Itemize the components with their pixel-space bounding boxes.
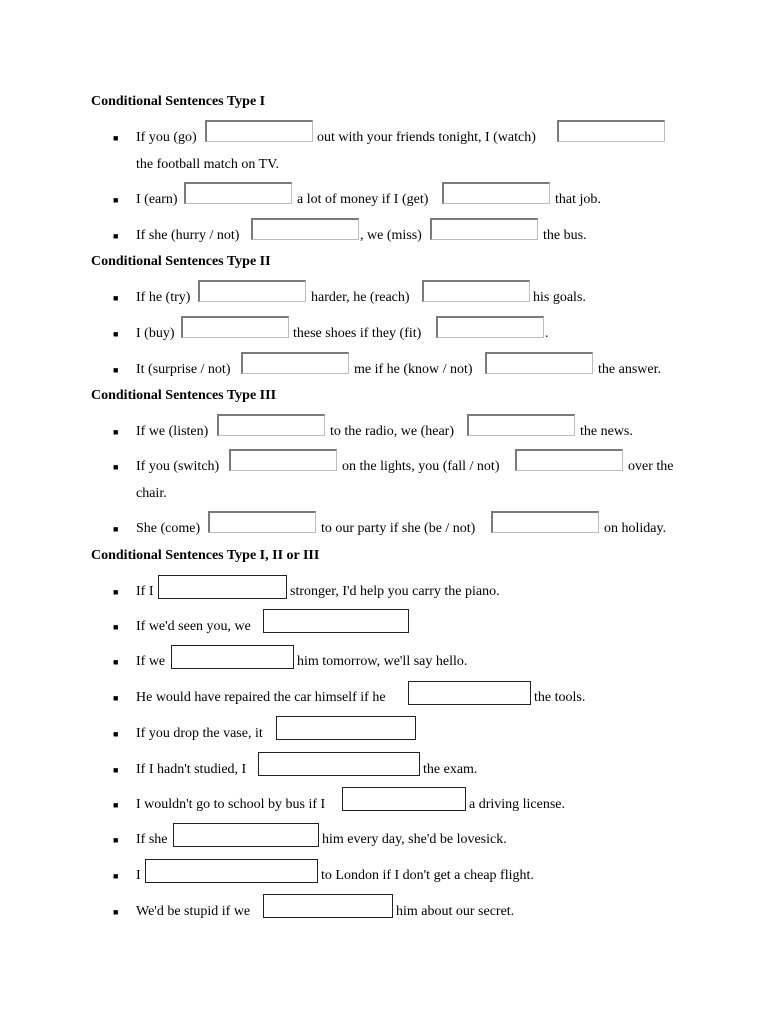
section-heading: Conditional Sentences Type III <box>91 388 277 403</box>
answer-input[interactable] <box>198 280 306 302</box>
sentence-text: on the lights, you (fall / not) <box>342 459 500 474</box>
bullet-icon: ■ <box>113 835 119 845</box>
sentence-text: his goals. <box>533 290 586 305</box>
sentence-text: a lot of money if I (get) <box>297 192 429 207</box>
answer-input[interactable] <box>263 609 409 633</box>
answer-input[interactable] <box>263 894 393 918</box>
answer-input[interactable] <box>241 352 349 374</box>
sentence-text: We'd be stupid if we <box>136 904 251 919</box>
bullet-icon: ■ <box>113 587 119 597</box>
sentence-text: If you drop the vase, it <box>136 726 263 741</box>
sentence-text: It (surprise / not) <box>136 362 231 377</box>
bullet-icon: ■ <box>113 195 119 205</box>
answer-input[interactable] <box>557 120 665 142</box>
bullet-icon: ■ <box>113 462 119 472</box>
answer-input[interactable] <box>342 787 466 811</box>
bullet-icon: ■ <box>113 524 119 534</box>
sentence-text: If she (hurry / not) <box>136 228 240 243</box>
sentence-text: If she <box>136 832 168 847</box>
bullet-icon: ■ <box>113 657 119 667</box>
sentence-text: If I <box>136 584 154 599</box>
sentence-text: him tomorrow, we'll say hello. <box>297 654 468 669</box>
sentence-text: If I hadn't studied, I <box>136 762 247 777</box>
sentence-text: If we'd seen you, we <box>136 619 251 634</box>
bullet-icon: ■ <box>113 871 119 881</box>
answer-input[interactable] <box>436 316 544 338</box>
sentence-text: the exam. <box>423 762 478 777</box>
answer-input[interactable] <box>491 511 599 533</box>
answer-input[interactable] <box>515 449 623 471</box>
sentence-text: on holiday. <box>604 521 667 536</box>
sentence-text: If he (try) <box>136 290 191 305</box>
bullet-icon: ■ <box>113 329 119 339</box>
answer-input[interactable] <box>276 716 416 740</box>
bullet-icon: ■ <box>113 693 119 703</box>
answer-input[interactable] <box>217 414 325 436</box>
sentence-text: the bus. <box>543 228 587 243</box>
sentence-text: the football match on TV. <box>136 157 279 172</box>
sentence-text: the tools. <box>534 690 586 705</box>
bullet-icon: ■ <box>113 907 119 917</box>
sentence-text: She (come) <box>136 521 201 536</box>
sentence-text: the answer. <box>598 362 661 377</box>
answer-input[interactable] <box>229 449 337 471</box>
sentence-text: out with your friends tonight, I (watch) <box>317 130 536 145</box>
sentence-text: stronger, I'd help you carry the piano. <box>290 584 500 599</box>
sentence-text: , we (miss) <box>360 228 422 243</box>
answer-input[interactable] <box>422 280 530 302</box>
bullet-icon: ■ <box>113 293 119 303</box>
answer-input[interactable] <box>408 681 531 705</box>
bullet-icon: ■ <box>113 365 119 375</box>
answer-input[interactable] <box>205 120 313 142</box>
section-heading: Conditional Sentences Type I, II or III <box>91 548 320 563</box>
answer-input[interactable] <box>485 352 593 374</box>
sentence-text: harder, he (reach) <box>311 290 410 305</box>
section-heading: Conditional Sentences Type II <box>91 254 271 269</box>
answer-input[interactable] <box>442 182 550 204</box>
bullet-icon: ■ <box>113 800 119 810</box>
bullet-icon: ■ <box>113 427 119 437</box>
answer-input[interactable] <box>467 414 575 436</box>
sentence-text: I (earn) <box>136 192 178 207</box>
sentence-text: to London if I don't get a cheap flight. <box>321 868 534 883</box>
sentence-text: to the radio, we (hear) <box>330 424 454 439</box>
sentence-text: that job. <box>555 192 601 207</box>
answer-input[interactable] <box>171 645 294 669</box>
answer-input[interactable] <box>181 316 289 338</box>
answer-input[interactable] <box>430 218 538 240</box>
sentence-text: him every day, she'd be lovesick. <box>322 832 507 847</box>
answer-input[interactable] <box>208 511 316 533</box>
sentence-text: I <box>136 868 141 883</box>
bullet-icon: ■ <box>113 729 119 739</box>
sentence-text: chair. <box>136 486 167 501</box>
sentence-text: him about our secret. <box>396 904 515 919</box>
answer-input[interactable] <box>145 859 318 883</box>
sentence-text: me if he (know / not) <box>354 362 473 377</box>
sentence-text: the news. <box>580 424 633 439</box>
section-heading: Conditional Sentences Type I <box>91 94 266 109</box>
bullet-icon: ■ <box>113 765 119 775</box>
bullet-icon: ■ <box>113 622 119 632</box>
answer-input[interactable] <box>173 823 319 847</box>
answer-input[interactable] <box>251 218 359 240</box>
bullet-icon: ■ <box>113 231 119 241</box>
sentence-text: over the <box>628 459 674 474</box>
sentence-text: He would have repaired the car himself if he <box>136 690 386 705</box>
sentence-text: . <box>545 326 549 341</box>
sentence-text: If we (listen) <box>136 424 209 439</box>
answer-input[interactable] <box>184 182 292 204</box>
bullet-icon: ■ <box>113 133 119 143</box>
sentence-text: If you (switch) <box>136 459 220 474</box>
sentence-text: I wouldn't go to school by bus if I <box>136 797 326 812</box>
sentence-text: I (buy) <box>136 326 175 341</box>
answer-input[interactable] <box>158 575 287 599</box>
sentence-text: a driving license. <box>469 797 566 812</box>
sentence-text: these shoes if they (fit) <box>293 326 422 341</box>
sentence-text: If you (go) <box>136 130 197 145</box>
answer-input[interactable] <box>258 752 420 776</box>
sentence-text: to our party if she (be / not) <box>321 521 476 536</box>
sentence-text: If we <box>136 654 166 669</box>
